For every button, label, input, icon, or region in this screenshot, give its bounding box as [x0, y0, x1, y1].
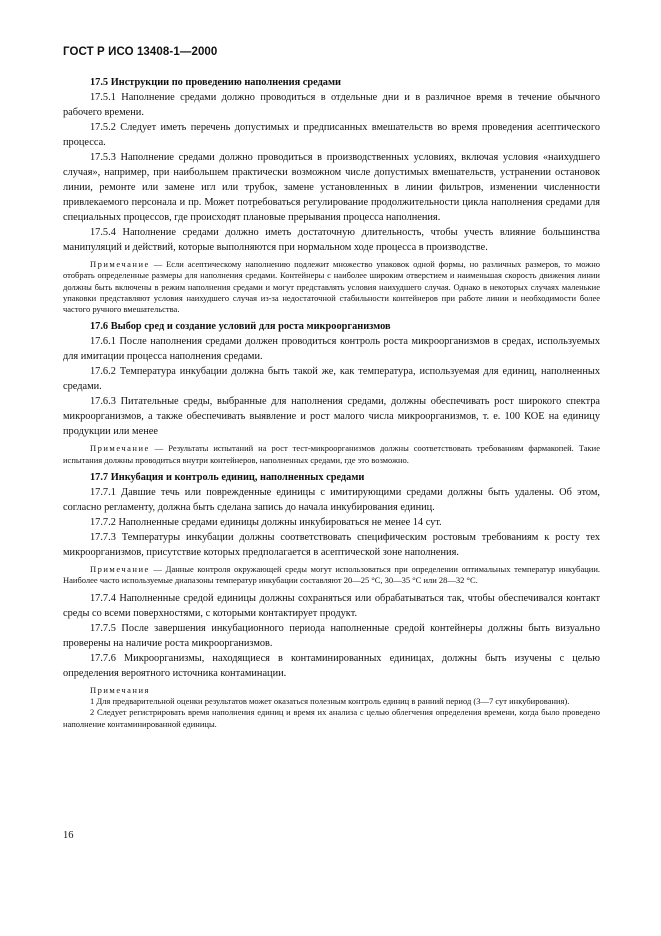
- paragraph-17-7-2: 17.7.2 Наполненные средами единицы должны инкубироваться не менее 14 сут.: [90, 517, 442, 529]
- paragraph-17-7-6: 17.7.6 Микроорганизмы, находящиеся в контаминированных единицах, должны быть изучены с целью определения вероятного источника контаминации.: [63, 652, 600, 679]
- notes-item-2: 2 Следует регистрировать время наполнения единиц и время их анализа с целью облегчения определения времени, когда было проведено наполнение контаминированной единицы.: [63, 707, 600, 729]
- note-text: — Данные контроля окружающей среды могут использоваться при определении оптимальных температур инкубации. Наиболее часто используемые диапазоны температур инкубации составляют 20—25 °С, 30—35 °С или 28—32 °С.: [63, 564, 600, 586]
- note-17-6: [63, 443, 600, 466]
- notes-item-1: 1 Для предварительной оценки результатов может оказаться полезным контроль единиц в ранний период (3—7 сут инкубирования).: [90, 695, 570, 706]
- note-17-7: [63, 564, 600, 587]
- paragraph-17-5-1: 17.5.1 Наполнение средами должно проводиться в отдельные дни и в различное время в течение обычного рабочего времени.: [63, 92, 600, 118]
- note-label: Примечание: [90, 564, 150, 575]
- paragraph-17-7-4: 17.7.4 Наполненные средой единицы должны сохраняться или обрабатываться так, чтобы обеспечивался контакт среды со всеми поверхностями, с которыми контактирует продукт.: [63, 592, 600, 619]
- paragraph-17-5-3: 17.5.3 Наполнение средами должно проводиться в производственных условиях, включая условия «наихудшего случая», например, при наибольшем практически возможном числе допустимых вмешательств, устранении остановок линии, ремонте или замене игл или трубок, замене установленных в линии фильтров, изменении численности привлекаемого персонала и пр. Может потребоваться регулирование продолжительности цикла наполнения средами для специальных процессов, где происходят плановые прерывания процесса наполнения.: [63, 152, 600, 223]
- notes-title: Примечания: [90, 684, 150, 695]
- paragraph-17-5-2: 17.5.2 Следует иметь перечень допустимых и предписанных вмешательств во время проведения асептического процесса.: [63, 122, 600, 148]
- section-heading-17-6: 17.6 Выбор сред и создание условий для роста микроорганизмов: [90, 321, 391, 333]
- paragraph-17-7-5: 17.7.5 После завершения инкубационного периода наполненные средой контейнеры должны быть визуально проверены на наличие роста микроорганизмов.: [63, 622, 600, 649]
- note-label: Примечание: [90, 443, 150, 454]
- document-header: ГОСТ Р ИСО 13408-1—2000: [63, 46, 218, 58]
- paragraph-17-6-1: 17.6.1 После наполнения средами должен проводиться контроль роста микроорганизмов в средах, используемых для имитации процесса наполнения средами.: [63, 336, 600, 363]
- paragraph-17-7-3: 17.7.3 Температуры инкубации должны соответствовать специфическим ростовым требованиям к росту тех микроорганизмов, присутствие которых предполагается в асептической зоне наполнения.: [63, 532, 600, 559]
- page-number: 16: [63, 830, 74, 841]
- note-17-5: [63, 259, 600, 315]
- note-label: Примечание: [90, 259, 150, 269]
- section-heading-17-7: 17.7 Инкубация и контроль единиц, наполненных средами: [90, 472, 365, 484]
- note-text: — Если асептическому наполнению подлежит множество упаковок одной формы, но различных размеров, то можно отобрать определенные размеры для наполнения средами. Контейнеры с наиболее широким отверстием и наименьшая скорость движения линии должны быть включены в режим наполнения средами и могут представлять условия наихудшего случая. Однако в некоторых случаях маленькие упаковки представляют условия наихудшего случая из-за недостаточной стабильности контейнеров при работе линии и необходимости более частого ручного вмешательства.: [63, 259, 600, 315]
- note-text: — Результаты испытаний на рост тест-микроорганизмов должны соответствовать требованиям фармакопей. Такие испытания должны проводиться внутри контейнеров, наполненных средами, где это возможно.: [63, 443, 600, 465]
- paragraph-17-6-2: 17.6.2 Температура инкубации должна быть такой же, как температура, используемая для единиц, наполненных средами.: [63, 366, 600, 393]
- document-body: [63, 75, 600, 730]
- section-heading-17-5: 17.5 Инструкции по проведению наполнения средами: [90, 77, 341, 88]
- paragraph-17-7-1: 17.7.1 Давшие течь или поврежденные единицы с имитирующими средами должны быть удалены. Об этом, согласно регламенту, должна быть сделана запись до начала инкубирования единиц.: [63, 487, 600, 514]
- paragraph-17-5-4: 17.5.4 Наполнение средами должно иметь достаточную длительность, чтобы учесть влияние большинства манипуляций и действий, которые выполняются при нормальном ходе процесса в производстве.: [63, 227, 600, 253]
- paragraph-17-6-3: 17.6.3 Питательные среды, выбранные для наполнения средами, должны обеспечивать рост широкого спектра микроорганизмов, а также обеспечивать выявление и рост малого числа микроорганизмов, т. е. 100 КОЕ на единицу продукции или менее: [63, 396, 600, 438]
